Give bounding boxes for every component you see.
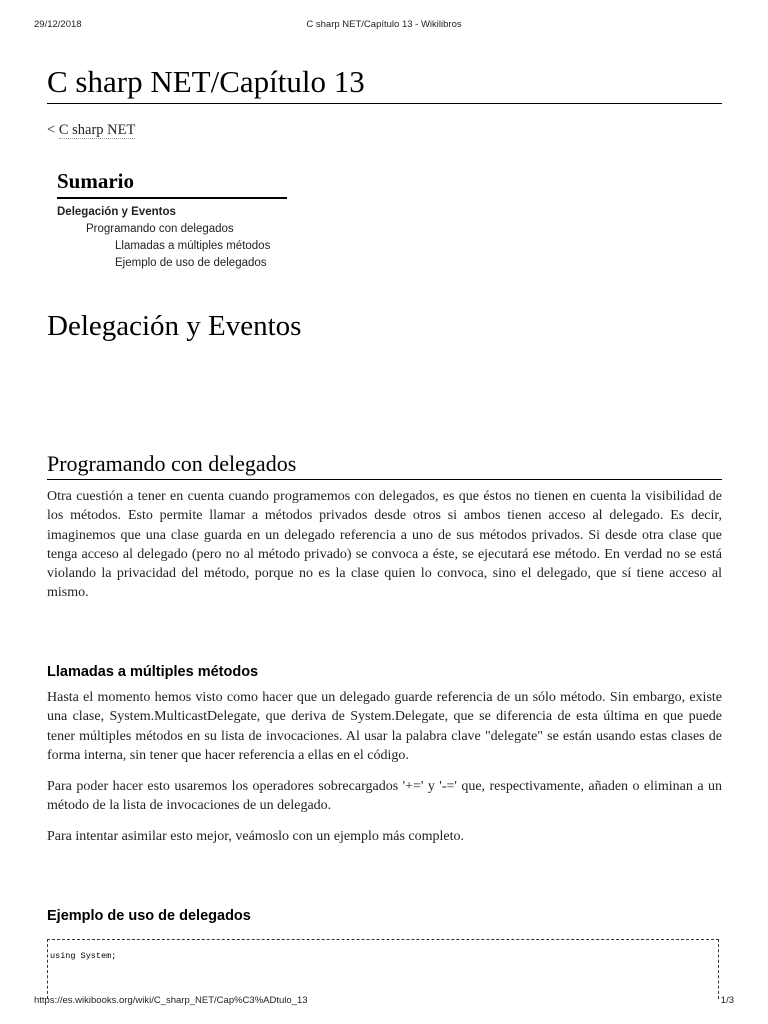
toc-item-llamadas[interactable]: Llamadas a múltiples métodos <box>115 240 271 252</box>
page-url: https://es.wikibooks.org/wiki/C_sharp_NET/Cap%C3%ADtulo_13 <box>34 995 308 1006</box>
page-title: C sharp NET/Capítulo 13 <box>47 63 722 104</box>
breadcrumb <box>47 122 135 139</box>
toc-title: Sumario <box>57 168 287 199</box>
paragraph-multicast: Hasta el momento hemos visto como hacer que un delegado guarde referencia de un sólo método. Sin embargo, existe una clase, System.MulticastDelegate, que deriva de System.Delegate, que se diferencia de esta última en que puede tener múltiples métodos en su lista de invocaciones. Al usar la palabra clave "delegate" se están usando estas clases de forma interna, sin tener que hacer referencia a ellas en el código. <box>47 690 722 763</box>
section-heading-ejemplo: Ejemplo de uso de delegados <box>47 908 251 924</box>
paragraph-visibilidad: Otra cuestión a tener en cuenta cuando programemos con delegados, es que éstos no tienen en cuenta la visibilidad de los métodos. Esto permite llamar a métodos privados desde otros si ambos tienen acceso al delegado. Es decir, imaginemos que una clase guarda en un delegado referencia a uno de sus métodos privados. Si desde otra clase que tenga acceso al delegado (pero no al método privado) se convoca a éste, se ejecutará ese método. En verdad no se está violando la privacidad del método, porque no es la clase quien lo convoca, sino el delegado, que sí tiene acceso al mismo. <box>47 489 722 601</box>
print-header <box>34 19 734 33</box>
code-line: using System; <box>50 951 117 961</box>
toc-item-programando[interactable]: Programando con delegados <box>86 223 234 235</box>
print-date: 29/12/2018 <box>34 19 82 30</box>
toc-item-delegacion[interactable]: Delegación y Eventos <box>57 206 176 218</box>
print-footer <box>34 995 734 1009</box>
section-heading-programando: Programando con delegados <box>47 450 722 480</box>
toc-list <box>57 204 287 272</box>
back-link[interactable]: C sharp NET <box>58 122 136 138</box>
print-title: C sharp NET/Capítulo 13 - Wikilibros <box>306 19 462 30</box>
code-block <box>47 939 719 999</box>
paragraph-operadores: Para poder hacer esto usaremos los operadores sobrecargados '+=' y '-=' que, respectivamente, añaden o eliminan a un método de la lista de invocaciones de un delegado. <box>47 779 722 814</box>
paragraph-ejemplo-intro: Para intentar asimilar esto mejor, veámoslo con un ejemplo más completo. <box>47 829 464 844</box>
breadcrumb-prefix: < <box>47 122 59 138</box>
table-of-contents <box>57 168 287 272</box>
section-heading-llamadas: Llamadas a múltiples métodos <box>47 664 259 680</box>
section-heading-delegacion: Delegación y Eventos <box>47 310 302 342</box>
toc-item-ejemplo[interactable]: Ejemplo de uso de delegados <box>115 257 267 269</box>
page-number: 1/3 <box>720 995 734 1006</box>
